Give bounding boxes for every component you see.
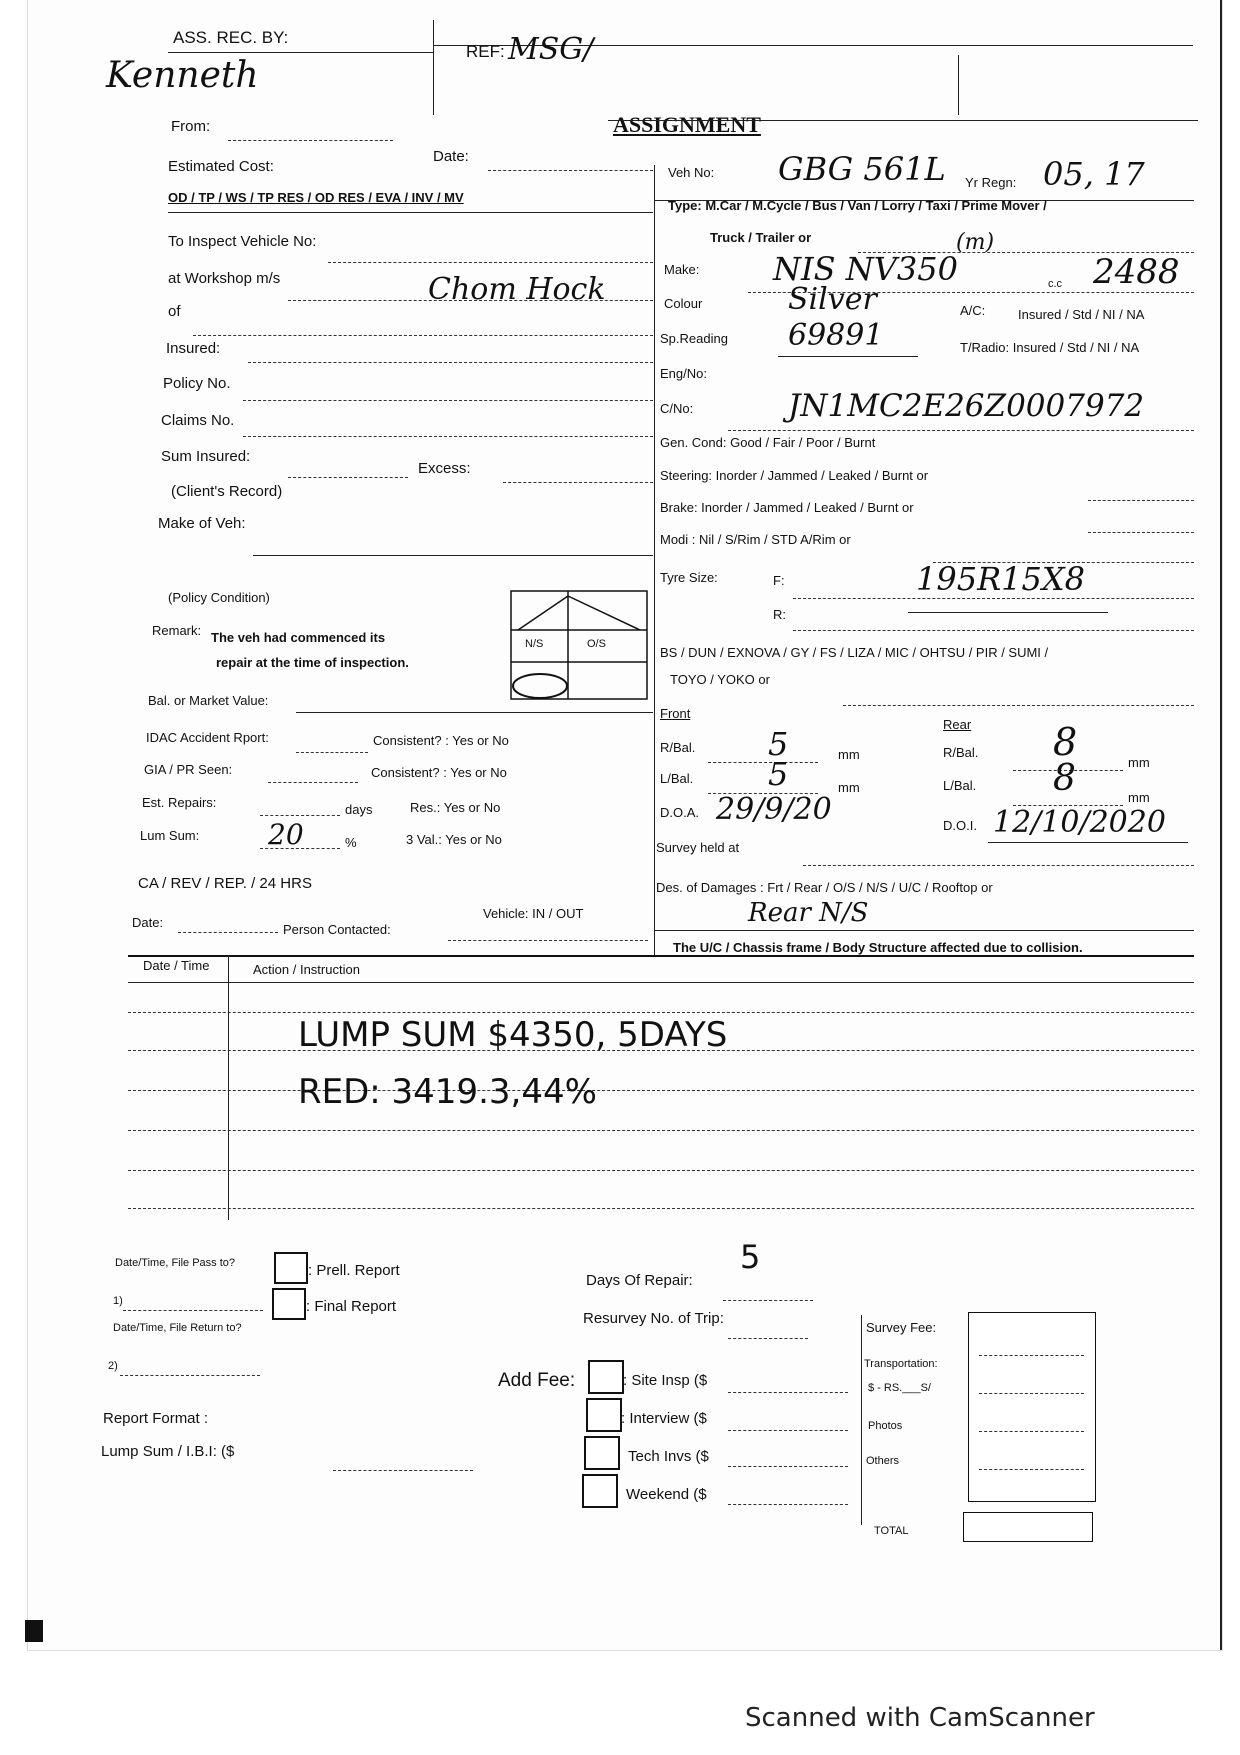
- days-of-repair-line: [723, 1300, 813, 1301]
- brake-options: Brake: Inorder / Jammed / Leaked / Burnt or: [660, 500, 914, 515]
- make-of-veh-label: Make of Veh:: [158, 515, 246, 532]
- claim-type-options: OD / TP / WS / TP RES / OD RES / EVA / INV / MV: [168, 190, 464, 205]
- tradio-options: T/Radio: Insured / Std / NI / NA: [960, 340, 1140, 355]
- form-sheet: [28, 0, 1222, 1650]
- modi-options: Modi : Nil / S/Rim / STD A/Rim or: [660, 532, 851, 547]
- fee-row-line-2: [979, 1393, 1084, 1394]
- make-value: NIS NV350: [773, 250, 958, 288]
- table-top-line: [128, 955, 1194, 957]
- excess-label: Excess:: [418, 460, 471, 477]
- sum-insured-label: Sum Insured:: [161, 448, 251, 465]
- lum-sum-label: Lum Sum:: [140, 828, 200, 843]
- ass-rec-label: ASS. REC. BY:: [173, 28, 289, 47]
- tyre-r-stroke: [908, 612, 1108, 613]
- scanner-watermark: Scanned with CamScanner: [745, 1703, 1095, 1733]
- front-rbal-mm: mm: [838, 747, 860, 762]
- resurvey-label: Resurvey No. of Trip:: [583, 1310, 724, 1327]
- tyre-r-line: [793, 630, 1194, 631]
- idac-line: [296, 752, 368, 753]
- sp-reading-value: 69891: [788, 318, 884, 353]
- est-repairs-label: Est. Repairs:: [142, 795, 217, 810]
- typed-note-line-1: LUMP SUM $4350, 5DAYS: [298, 1015, 728, 1055]
- person-contacted-label: Person Contacted:: [283, 922, 391, 937]
- survey-held-line: [803, 865, 1194, 866]
- gen-cond-options: Gen. Cond: Good / Fair / Poor / Burnt: [660, 435, 876, 450]
- yr-regn-value: 05, 17: [1043, 155, 1145, 193]
- rear-rbal-mm: mm: [1128, 755, 1150, 770]
- rear-lbal-mm: mm: [1128, 790, 1150, 805]
- front-rbal-line: [708, 762, 818, 763]
- policy-no-line: [243, 400, 653, 401]
- make-label: Make:: [664, 262, 700, 277]
- type-options: Type: M.Car / M.Cycle / Bus / Van / Lorry / Taxi / Prime Mover /: [668, 198, 1047, 213]
- front-lbal-mm: mm: [838, 780, 860, 795]
- site-insp-label: : Site Insp ($: [623, 1372, 708, 1389]
- line2-prefix: 2): [108, 1360, 118, 1372]
- front-label: Front: [660, 706, 691, 721]
- table-row-line-5: [128, 1170, 1194, 1171]
- c-no-label: C/No:: [660, 401, 694, 416]
- estimated-cost-line: [168, 212, 653, 213]
- inspect-vehicle-label: To Inspect Vehicle No:: [168, 233, 317, 250]
- inspect-vehicle-line: [328, 262, 653, 263]
- tyre-brands-1: BS / DUN / EXNOVA / GY / FS / LIZA / MIC / OHTSU / PIR / SUMI /: [660, 645, 1049, 660]
- front-lbal-label: L/Bal.: [660, 771, 694, 786]
- person-contacted-line: [448, 940, 648, 941]
- prelim-report-checkbox[interactable]: [274, 1252, 308, 1284]
- ac-options: Insured / Std / NI / NA: [1018, 307, 1145, 322]
- days-of-repair-value: 5: [740, 1238, 761, 1276]
- idac-consistent: Consistent? : Yes or No: [373, 733, 509, 748]
- transport-sub: $ - RS.___S/: [868, 1382, 931, 1394]
- veh-no-label: Veh No:: [668, 165, 715, 180]
- claims-no-line: [243, 436, 653, 437]
- final-report-checkbox[interactable]: [272, 1288, 306, 1320]
- total-box[interactable]: [963, 1512, 1093, 1542]
- rear-label: Rear: [943, 717, 972, 732]
- type-line-2: Truck / Trailer or: [710, 230, 812, 245]
- table-row-line-3: [128, 1090, 1194, 1091]
- fee-row-line-1: [979, 1355, 1084, 1356]
- veh-no-value: GBG 561L: [778, 150, 946, 188]
- weekend-checkbox[interactable]: [582, 1474, 618, 1508]
- damages-value: Rear N/S: [748, 898, 869, 928]
- weekend-label: Weekend ($: [626, 1486, 707, 1503]
- insured-label: Insured:: [166, 340, 221, 357]
- tech-invs-label: Tech Invs ($: [628, 1448, 709, 1465]
- total-label: TOTAL: [874, 1525, 909, 1537]
- make-of-veh-line: [253, 555, 653, 556]
- fee-row-line-3: [979, 1431, 1084, 1432]
- policy-no-label: Policy No.: [163, 375, 231, 392]
- vehicle-in-out: Vehicle: IN / OUT: [483, 906, 584, 921]
- front-rbal-value: 5: [768, 725, 789, 763]
- table-row-line-4: [128, 1130, 1194, 1131]
- table-header-line: [128, 982, 1194, 983]
- header-divider-right: [958, 55, 959, 115]
- tyre-f-value: 195R15X8: [916, 560, 1086, 598]
- damages-options: Des. of Damages : Frt / Rear / O/S / N/S / U/C / Rooftop or: [656, 880, 993, 895]
- type-extra-value: (m): [956, 230, 995, 255]
- survey-fee-label: Survey Fee:: [866, 1320, 937, 1335]
- interview-line: [728, 1430, 848, 1431]
- date2-line: [178, 932, 278, 933]
- diagram-ns-label: N/S: [525, 638, 544, 650]
- center-divider: [654, 165, 655, 955]
- val3-options: 3 Val.: Yes or No: [406, 832, 502, 847]
- bal-market-label: Bal. or Market Value:: [148, 693, 269, 708]
- steering-line: [1088, 500, 1194, 501]
- table-row-line-6: [128, 1208, 1194, 1209]
- policy-condition-label: (Policy Condition): [168, 590, 270, 605]
- interview-label: : Interview ($: [621, 1410, 707, 1427]
- eng-no-label: Eng/No:: [660, 366, 707, 381]
- claims-no-label: Claims No.: [161, 412, 235, 429]
- tyre-f-label: F:: [773, 573, 785, 588]
- lum-sum-line: [260, 848, 340, 849]
- others-label: Others: [866, 1455, 900, 1467]
- table-col-divider: [228, 955, 229, 1220]
- vehicle-diagram: [510, 590, 648, 700]
- insured-line: [248, 362, 653, 363]
- workshop-label: at Workshop m/s: [168, 270, 281, 287]
- colour-value: Silver: [788, 282, 877, 317]
- front-rbal-label: R/Bal.: [660, 740, 696, 755]
- file-pass-label: Date/Time, File Pass to?: [115, 1257, 236, 1269]
- workshop-value: Chom Hock: [428, 272, 606, 307]
- rear-lbal-label: L/Bal.: [943, 778, 977, 793]
- transportation-label: Transportation:: [864, 1358, 938, 1370]
- rear-rbal-value: 8: [1053, 720, 1078, 764]
- date-time-header: Date / Time: [143, 958, 210, 973]
- of-label: of: [168, 303, 181, 320]
- workshop-line: [288, 300, 653, 301]
- file-return-line: [120, 1375, 260, 1376]
- prelim-report-label: : Prell. Report: [308, 1262, 400, 1279]
- ac-label: A/C:: [960, 303, 986, 318]
- site-insp-line: [728, 1392, 848, 1393]
- estimated-cost-label: Estimated Cost:: [168, 158, 274, 175]
- lump-sum-ibi-line: [333, 1470, 473, 1471]
- damages-line: [654, 930, 1194, 931]
- site-insp-checkbox[interactable]: [588, 1360, 624, 1394]
- sum-insured-line: [288, 477, 408, 478]
- lump-sum-ibi-label: Lump Sum / I.B.I: ($: [101, 1443, 235, 1460]
- ref-label: REF:: [466, 42, 505, 61]
- typed-note-line-2: RED: 3419.3,44%: [298, 1072, 597, 1112]
- brake-line: [1088, 532, 1194, 533]
- survey-held-label: Survey held at: [656, 840, 740, 855]
- remark-line-2: repair at the time of inspection.: [216, 655, 409, 670]
- colour-label: Colour: [664, 296, 703, 311]
- final-report-label: : Final Report: [306, 1298, 397, 1315]
- date2-label: Date:: [132, 915, 164, 930]
- c-no-line: [728, 430, 1194, 431]
- rear-lbal-value: 8: [1053, 758, 1076, 799]
- recorder-name: Kenneth: [106, 55, 259, 96]
- doi-value: 12/10/2020: [993, 805, 1166, 840]
- from-line: [228, 140, 393, 141]
- c-no-value: JN1MC2E26Z0007972: [788, 388, 1145, 424]
- interview-checkbox[interactable]: [586, 1398, 622, 1432]
- cc-value: 2488: [1093, 252, 1180, 292]
- remark-line-1: The veh had commenced its: [211, 630, 386, 645]
- from-label: From:: [171, 118, 211, 135]
- remark-label: Remark:: [152, 623, 202, 638]
- tech-invs-checkbox[interactable]: [584, 1436, 620, 1470]
- lum-sum-value: 20: [268, 818, 304, 851]
- line1-prefix: 1): [113, 1295, 123, 1307]
- sp-reading-line: [778, 356, 918, 357]
- doa-value: 29/9/20: [716, 792, 832, 827]
- gia-line: [268, 782, 358, 783]
- cc-label: c.c: [1048, 278, 1063, 290]
- fee-row-line-4: [979, 1469, 1084, 1470]
- add-fee-label: Add Fee:: [498, 1370, 576, 1391]
- file-pass-line: [123, 1310, 263, 1311]
- action-header: Action / Instruction: [253, 962, 360, 977]
- percent-label: %: [345, 835, 357, 850]
- tyre-f-line: [793, 598, 1194, 599]
- clients-record-label: (Client's Record): [171, 483, 283, 500]
- tyre-r-label: R:: [773, 607, 786, 622]
- rear-rbal-label: R/Bal.: [943, 745, 979, 760]
- ass-rec-line: [168, 52, 433, 53]
- steering-options: Steering: Inorder / Jammed / Leaked / Burnt or: [660, 468, 929, 483]
- days-of-repair-label: Days Of Repair:: [586, 1272, 693, 1289]
- yr-regn-label: Yr Regn:: [965, 175, 1017, 190]
- bal-market-line: [296, 712, 653, 713]
- doi-label: D.O.I.: [943, 818, 977, 833]
- tyre-brands-line: [843, 705, 1194, 706]
- fee-amount-box[interactable]: [968, 1312, 1096, 1502]
- date-label: Date:: [433, 148, 469, 165]
- excess-line: [503, 482, 653, 483]
- est-repairs-line: [260, 815, 340, 816]
- gia-consistent: Consistent? : Yes or No: [371, 765, 507, 780]
- front-lbal-value: 5: [768, 755, 789, 793]
- of-line: [193, 335, 653, 336]
- days-label: days: [345, 802, 373, 817]
- header-divider: [433, 20, 434, 115]
- diagram-os-label: O/S: [587, 638, 606, 650]
- uc-chassis-options: The U/C / Chassis frame / Body Structure affected due to collision.: [673, 940, 1083, 955]
- ref-value: MSG/: [508, 32, 594, 67]
- resurvey-line: [728, 1338, 808, 1339]
- date-line: [488, 170, 653, 171]
- doa-label: D.O.A.: [660, 805, 700, 820]
- idac-label: IDAC Accident Rport:: [146, 730, 269, 745]
- doi-line: [988, 842, 1188, 843]
- tyre-size-label: Tyre Size:: [660, 570, 718, 585]
- ca-rev-options: CA / REV / REP. / 24 HRS: [138, 875, 312, 892]
- file-return-label: Date/Time, File Return to?: [113, 1322, 242, 1334]
- photos-label: Photos: [868, 1420, 903, 1432]
- sp-reading-label: Sp.Reading: [660, 331, 728, 346]
- table-row-line-1: [128, 1012, 1194, 1013]
- scan-edge-mark: [25, 1620, 43, 1642]
- tyre-brands-2: TOYO / YOKO or: [670, 672, 770, 687]
- tech-invs-line: [728, 1466, 848, 1467]
- fee-column-line: [861, 1315, 862, 1525]
- gia-label: GIA / PR Seen:: [144, 762, 233, 777]
- weekend-line: [728, 1504, 848, 1505]
- res-options: Res.: Yes or No: [410, 800, 501, 815]
- form-title: ASSIGNMENT: [613, 112, 761, 137]
- title-line: [608, 120, 1198, 121]
- report-format-label: Report Format :: [103, 1410, 209, 1427]
